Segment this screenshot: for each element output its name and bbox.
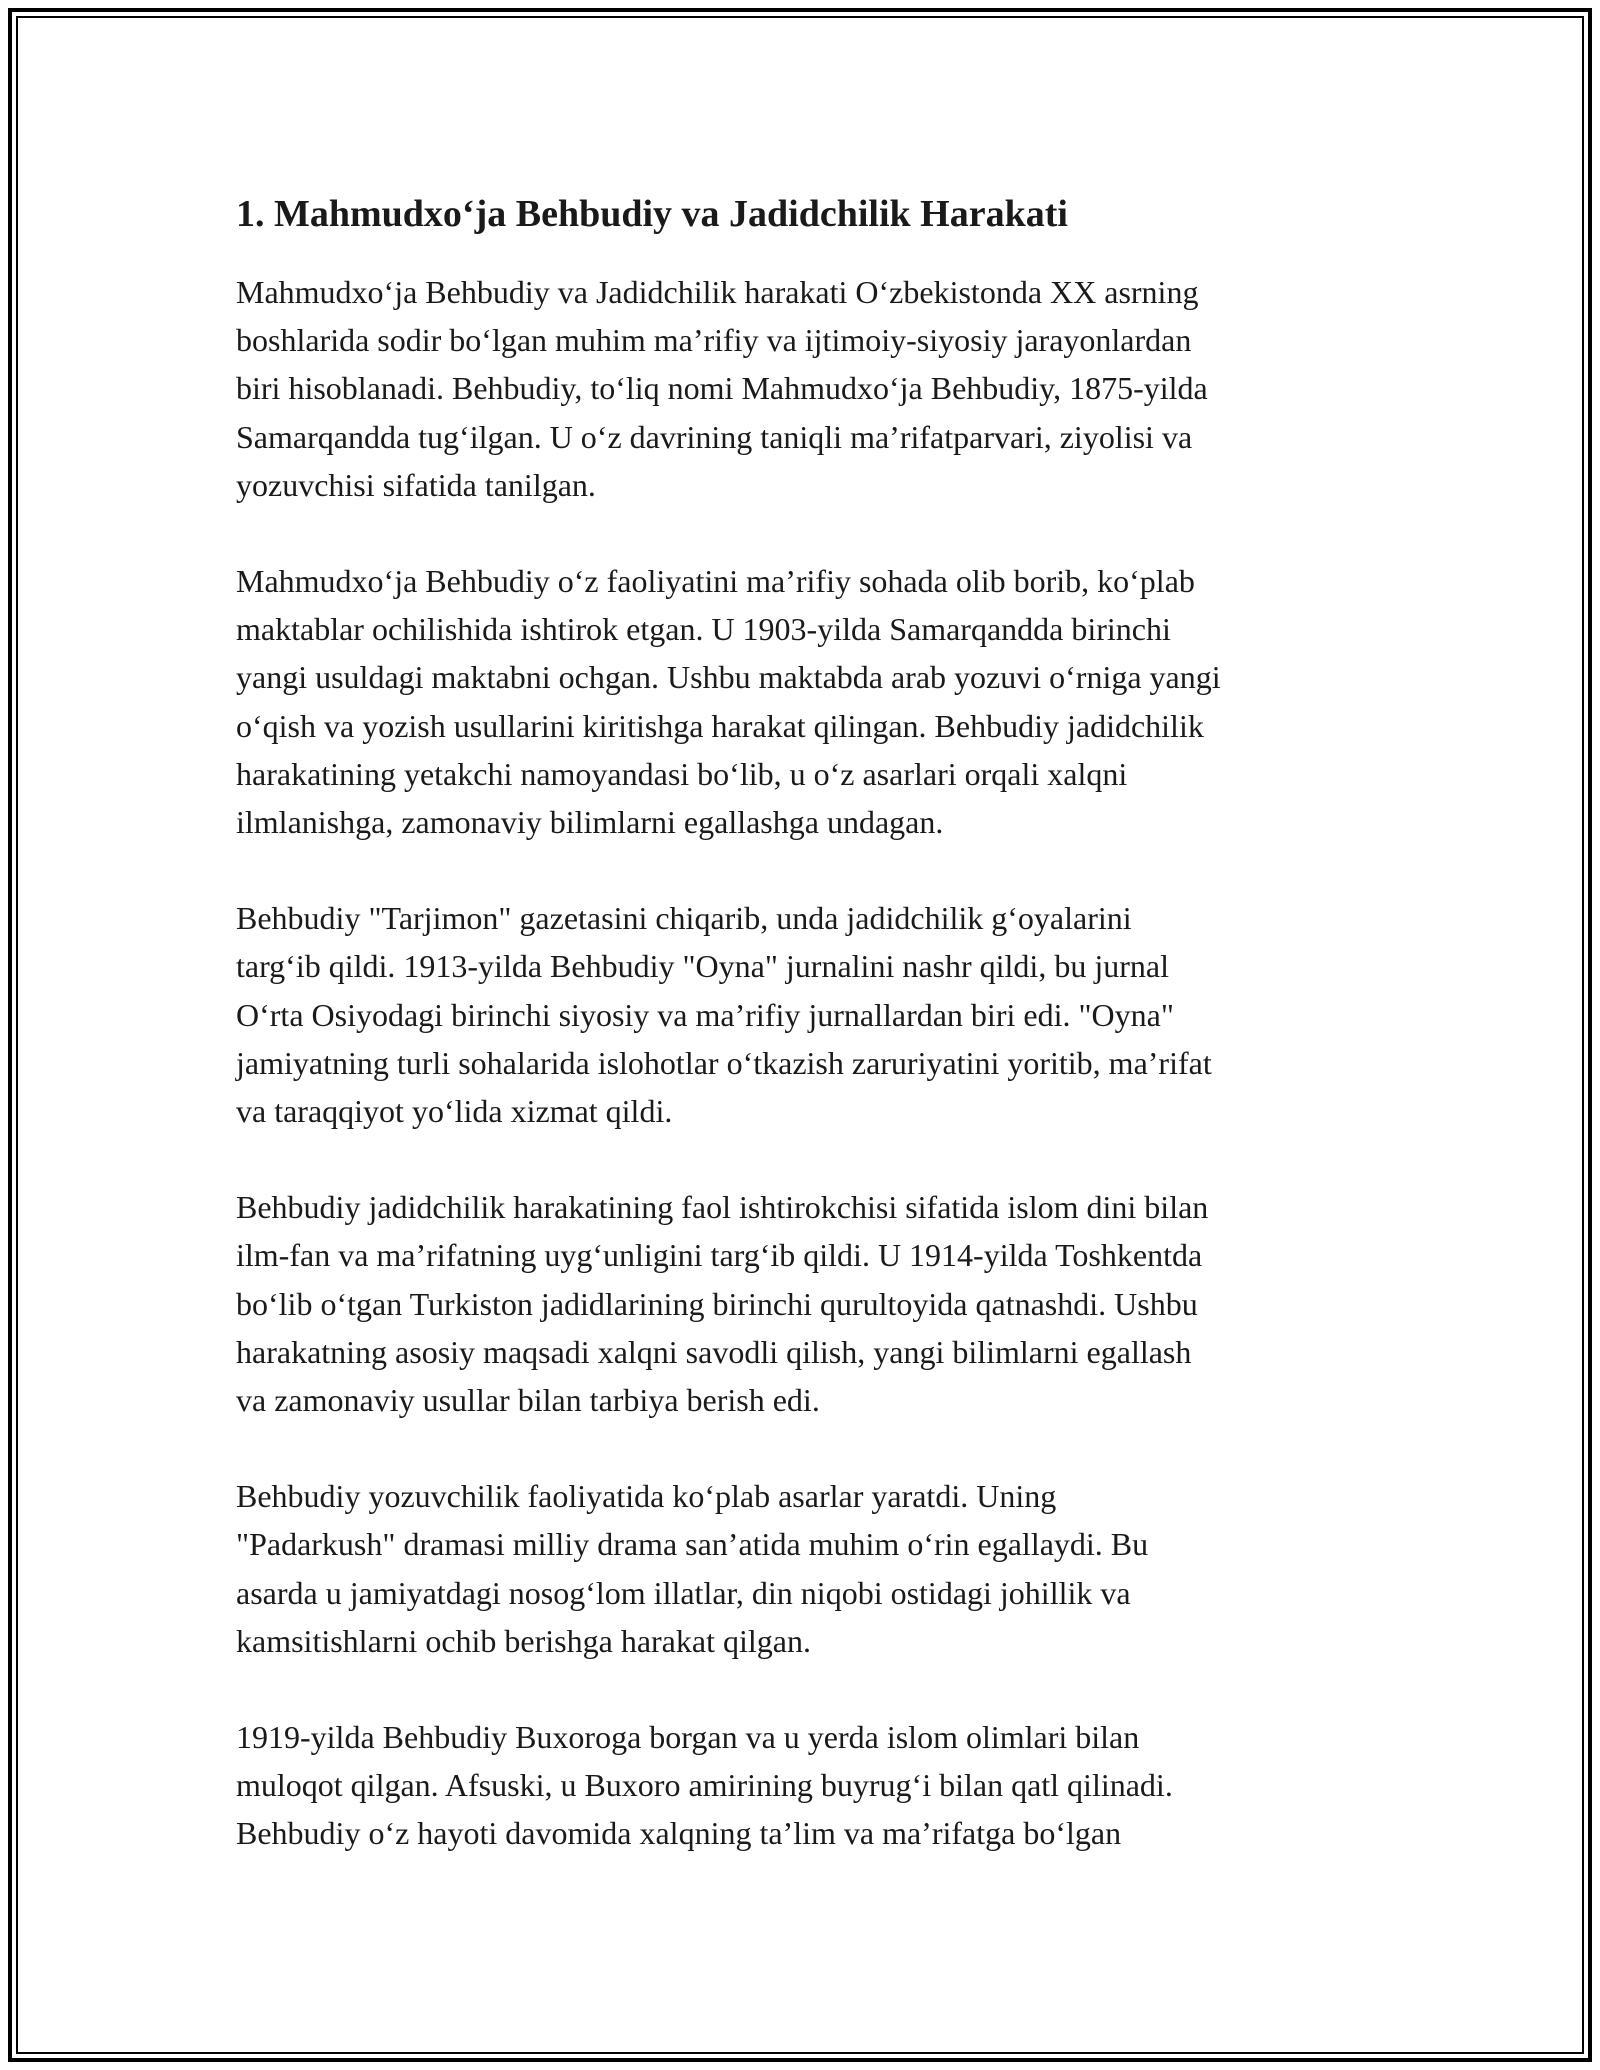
document-body [236, 186, 1366, 1906]
paragraph-intro: Mahmudxo‘ja Behbudiy va Jadidchilik harakati O‘zbekistonda XX asrning boshlarida sodir bo‘lgan muhim ma’rifiy va ijtimoiy-siyosiy jarayonlardan biri hisoblanadi. Behbudiy, to‘liq nomi Mahmudxo‘ja Behbudiy, 1875-yilda Samarqandda tug‘ilgan. U o‘z davrining taniqli ma’rifatparvari, ziyolisi va yozuvchisi sifatida tanilgan. [236, 274, 1208, 503]
paragraph-bukhara: 1919-yilda Behbudiy Buxoroga borgan va u yerda islom olimlari bilan muloqot qilgan. Afsuski, u Buxoro amirining buyrug‘i bilan qatl qilinadi. Behbudiy o‘z hayoti davomida xalqning ta’lim va ma’rifatga bo‘lgan [236, 1719, 1173, 1852]
paragraph-press: Behbudiy "Tarjimon" gazetasini chiqarib, unda jadidchilik g‘oyalarini targ‘ib qildi. 1913-yilda Behbudiy "Oyna" jurnalini nashr qildi, bu jurnal O‘rta Osiyodagi birinchi siyosiy va ma’rifiy jurnallardan biri edi. "Oyna" jamiyatning turli sohalarida islohotlar o‘tkazish zaruriyatini yoritib, ma’rifat va taraqqiyot yo‘lida xizmat qildi. [236, 900, 1212, 1130]
paragraph-writing: Behbudiy yozuvchilik faoliyatida ko‘plab asarlar yaratdi. Uning "Padarkush" dramasi milliy drama san’atida muhim o‘rin egallaydi. Bu asarda u jamiyatdagi nosog‘lom illatlar, din niqobi ostidagi johillik va kamsitishlarni ochib berishga harakat qilgan. [236, 1478, 1149, 1659]
document-title: 1. Mahmudxo‘ja Behbudiy va Jadidchilik Harakati [236, 193, 1068, 235]
paragraph-congress: Behbudiy jadidchilik harakatining faol ishtirokchisi sifatida islom dini bilan ilm-fan va ma’rifatning uyg‘unligini targ‘ib qildi. U 1914-yilda Toshkentda bo‘lib o‘tgan Turkiston jadidlarining birinchi qurultoyida qatnashdi. Ushbu harakatning asosiy maqsadi xalqni savodli qilish, yangi bilimlarni egallash va zamonaviy usullar bilan tarbiya berish edi. [236, 1189, 1209, 1419]
paragraph-schools: Mahmudxo‘ja Behbudiy o‘z faoliyatini ma’rifiy sohada olib borib, ko‘plab maktablar ochilishida ishtirok etgan. U 1903-yilda Samarqandda birinchi yangi usuldagi maktabni ochgan. Ushbu maktabda arab yozuvi o‘rniga yangi o‘qish va yozish usullarini kiritishga harakat qilingan. Behbudiy jadidchilik harakatining yetakchi namoyandasi bo‘lib, u o‘z asarlari orqali xalqni ilmlanishga, zamonaviy bilimlarni egallashga undagan. [236, 563, 1221, 841]
